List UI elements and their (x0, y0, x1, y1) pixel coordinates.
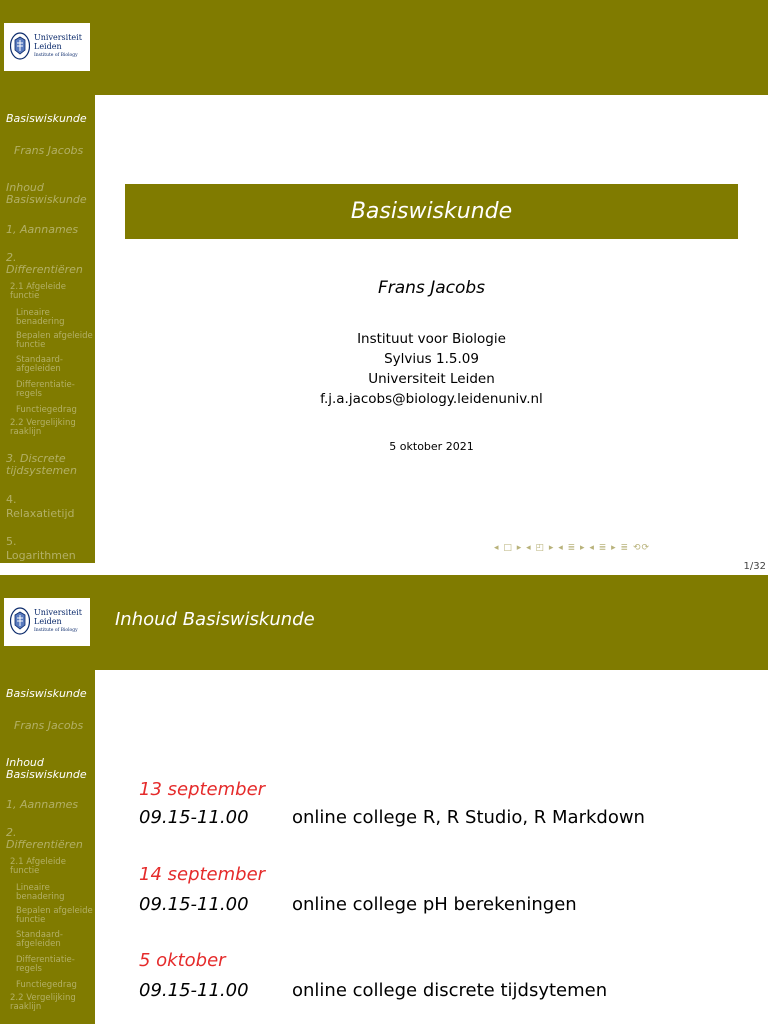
logo-line2: Leiden (34, 42, 62, 51)
logo-line3: Institute of Biology (34, 628, 78, 633)
logo-line1: Universiteit (34, 608, 82, 617)
sidebar-subitem-standaard[interactable]: Standaard-afgeleiden (16, 930, 63, 949)
sidebar-item-inhoud[interactable]: Inhoud Basiswiskunde (6, 181, 87, 206)
header-bar (0, 0, 768, 95)
page-number: 1/32 (743, 561, 766, 572)
schedule-time: 09.15-11.00 (139, 807, 249, 828)
sidebar-item-diff-num[interactable]: 2. (6, 251, 17, 264)
schedule-day: 5 oktober (139, 950, 226, 971)
logo-line2: Leiden (34, 617, 62, 626)
sidebar-subitem-vergelijking[interactable]: 2.2 Vergelijking raaklijn (10, 993, 76, 1012)
sidebar (0, 95, 95, 563)
logo-line1: Universiteit (34, 33, 82, 42)
sidebar-item-author[interactable]: Frans Jacobs (14, 144, 84, 157)
schedule-desc: online college discrete tijdsytemen (292, 980, 608, 1001)
sidebar-subitem-lineaire[interactable]: Lineaire benadering (16, 883, 65, 902)
sidebar-item-author[interactable]: Frans Jacobs (14, 719, 84, 732)
sidebar-item-logarithmen[interactable]: Logarithmen (6, 549, 76, 562)
sidebar-subitem-regels[interactable]: Differentiatie-regels (16, 955, 75, 974)
sidebar-subitem-standaard[interactable]: Standaard-afgeleiden (16, 355, 63, 374)
sidebar-item-differentieren[interactable]: Differentiëren (6, 838, 83, 851)
schedule-desc: online college pH berekeningen (292, 894, 577, 915)
room: Sylvius 1.5.09 (384, 351, 479, 367)
schedule-desc: online college R, R Studio, R Markdown (292, 807, 645, 828)
institute: Instituut voor Biologie (357, 331, 506, 347)
sidebar-subitem-functiegedrag[interactable]: Functiegedrag (16, 405, 77, 415)
sidebar-subitem-functiegedrag[interactable]: Functiegedrag (16, 980, 77, 990)
sidebar-item-relaxatietijd[interactable]: Relaxatietijd (6, 507, 75, 520)
presentation-title: Basiswiskunde (350, 199, 513, 224)
university-logo (4, 23, 90, 71)
sidebar-item-inhoud[interactable]: Inhoud Basiswiskunde (6, 756, 87, 781)
date: 5 oktober 2021 (389, 440, 474, 453)
sidebar-item-log-num[interactable]: 5. (6, 535, 17, 548)
university-logo (4, 598, 90, 646)
sidebar-item-basiswiskunde[interactable]: Basiswiskunde (6, 687, 87, 700)
frame-title: Inhoud Basiswiskunde (115, 609, 315, 630)
email: f.j.a.jacobs@biology.leidenuniv.nl (320, 391, 543, 407)
sidebar-item-basiswiskunde[interactable]: Basiswiskunde (6, 112, 87, 125)
sidebar-item-aannames[interactable]: 1, Aannames (6, 223, 79, 236)
schedule-day: 13 september (139, 779, 266, 800)
sidebar-subitem-afgeleide[interactable]: 2.1 Afgeleide functie (10, 857, 66, 876)
logo-line3: Institute of Biology (34, 53, 78, 58)
header-bar (0, 575, 768, 670)
slide-2 (0, 575, 768, 1024)
sidebar-item-discrete[interactable]: 3. Discrete tijdsystemen (6, 452, 77, 477)
schedule-time: 09.15-11.00 (139, 980, 249, 1001)
sidebar-item-aannames[interactable]: 1, Aannames (6, 798, 79, 811)
schedule-day: 14 september (139, 864, 266, 885)
schedule-time: 09.15-11.00 (139, 894, 249, 915)
leiden-seal-icon (10, 607, 30, 635)
sidebar-subitem-lineaire[interactable]: Lineaire benadering (16, 308, 65, 327)
sidebar-item-differentieren[interactable]: Differentiëren (6, 263, 83, 276)
beamer-navigation-icons[interactable]: ◂ □ ▸ ◂ ◰ ▸ ◂ ≣ ▸ ◂ ≣ ▸ ≣ ⟲⟳ (494, 543, 651, 553)
sidebar-item-relax-num[interactable]: 4. (6, 493, 17, 506)
university: Universiteit Leiden (368, 371, 495, 387)
leiden-seal-icon (10, 32, 30, 60)
sidebar-subitem-vergelijking[interactable]: 2.2 Vergelijking raaklijn (10, 418, 76, 437)
sidebar-subitem-bepalen[interactable]: Bepalen afgeleide functie (16, 906, 93, 925)
sidebar-item-diff-num[interactable]: 2. (6, 826, 17, 839)
sidebar-subitem-regels[interactable]: Differentiatie-regels (16, 380, 75, 399)
sidebar-subitem-afgeleide[interactable]: 2.1 Afgeleide functie (10, 282, 66, 301)
title-box (125, 184, 738, 239)
author-name: Frans Jacobs (377, 278, 486, 298)
sidebar (0, 670, 95, 1024)
sidebar-subitem-bepalen[interactable]: Bepalen afgeleide functie (16, 331, 93, 350)
